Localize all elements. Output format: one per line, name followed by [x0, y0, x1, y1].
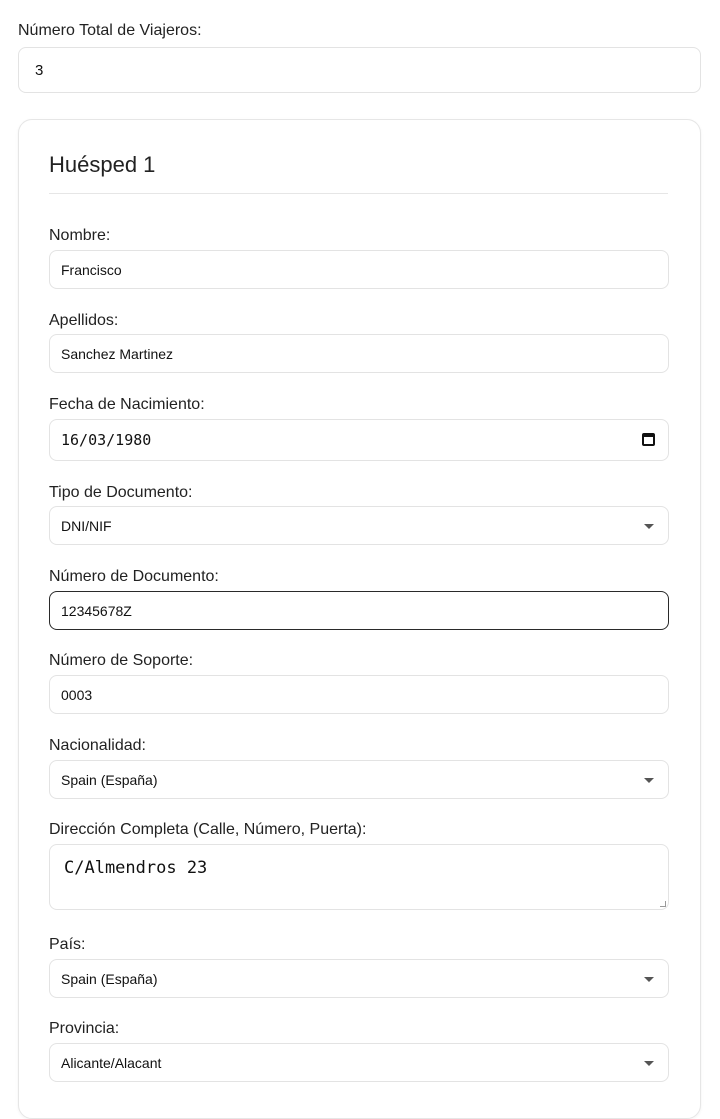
direccion-textarea[interactable] — [49, 844, 669, 910]
provincia-label: Provincia: — [49, 1020, 120, 1037]
numero-documento-label: Número de Documento: — [49, 568, 219, 585]
chevron-down-icon — [644, 977, 654, 982]
tipo-documento-select[interactable] — [49, 506, 669, 545]
pais-label: País: — [49, 936, 86, 953]
direccion-value: C/Almendros 23 — [64, 858, 208, 878]
numero-documento-input[interactable]: 12345678Z — [49, 591, 669, 630]
pais-value: Spain (España) — [61, 970, 158, 987]
nombre-input[interactable]: Francisco — [49, 250, 669, 289]
provincia-select[interactable] — [49, 1043, 669, 1082]
calendar-icon[interactable] — [642, 433, 655, 446]
nombre-label: Nombre: — [49, 227, 111, 244]
nacionalidad-select[interactable] — [49, 760, 669, 799]
nacionalidad-value: Spain (España) — [61, 771, 158, 788]
guest-title: Huésped 1 — [49, 152, 156, 177]
numero-soporte-label: Número de Soporte: — [49, 652, 194, 669]
pais-select[interactable] — [49, 959, 669, 998]
provincia-value: Alicante/Alacant — [61, 1054, 162, 1071]
chevron-down-icon — [644, 1061, 654, 1066]
apellidos-input[interactable]: Sanchez Martinez — [49, 334, 669, 373]
chevron-down-icon — [644, 524, 654, 529]
tipo-documento-value: DNI/NIF — [61, 517, 112, 534]
apellidos-label: Apellidos: — [49, 312, 119, 329]
fecha-label: Fecha de Nacimiento: — [49, 396, 205, 413]
direccion-label: Dirección Completa (Calle, Número, Puerta): — [49, 821, 367, 838]
fecha-nacimiento-input[interactable] — [49, 419, 669, 461]
travelers-count-input[interactable]: 3 — [18, 47, 701, 93]
numero-soporte-input[interactable]: 0003 — [49, 675, 669, 714]
fecha-value: 16/03/1980 — [61, 431, 152, 449]
guest-title-divider — [49, 193, 668, 194]
nacionalidad-label: Nacionalidad: — [49, 737, 146, 754]
chevron-down-icon — [644, 778, 654, 783]
tipo-documento-label: Tipo de Documento: — [49, 484, 193, 501]
resize-handle-icon[interactable] — [660, 901, 666, 907]
travelers-label: Número Total de Viajeros: — [18, 22, 202, 39]
